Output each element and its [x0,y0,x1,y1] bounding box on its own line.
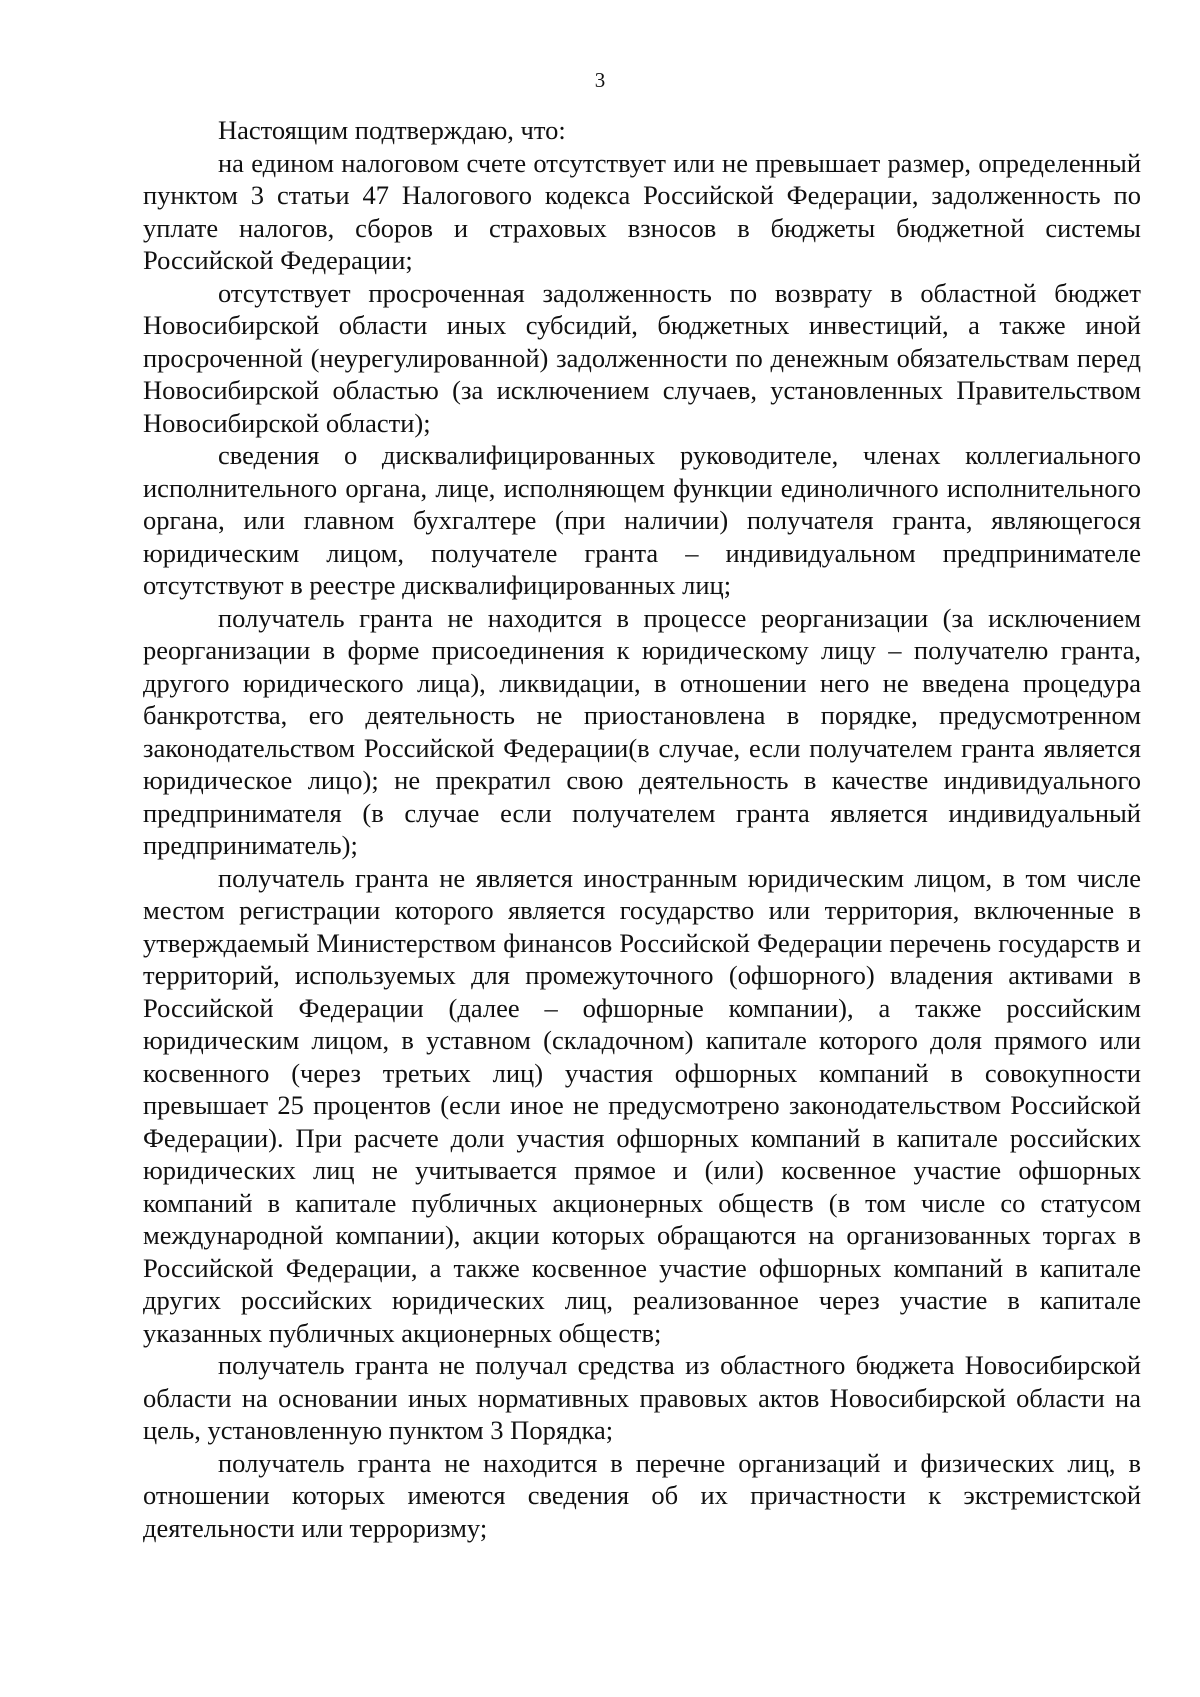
document-body [143,114,1141,1544]
paragraph-disqualified-persons: сведения о дисквалифицированных руководителе, членах коллегиального исполнительного органа, лице, исполняющем функции единоличного исполнительного органа, или главном бухгалтере (при наличии) получателя гранта, являющегося юридическим лицом, получателе гранта – индивидуальном предпринимателе отсутствуют в реестре дисквалифицированных лиц; [143,440,1141,600]
paragraph-other-funds: получатель гранта не получал средства из областного бюджета Новосибирской области на основании иных нормативных правовых актов Новосибирской области на цель, установленную пунктом 3 Порядка; [143,1350,1141,1445]
paragraph-tax-debt: на едином налоговом счете отсутствует или не превышает размер, определенный пунктом 3 статьи 47 Налогового кодекса Российской Федерации, задолженность по уплате налогов, сборов и страховых взносов в бюджеты бюджетной системы Российской Федерации; [143,147,1141,275]
page-number: 3 [594,68,606,92]
intro-paragraph: Настоящим подтверждаю, что: [218,115,566,145]
paragraph-extremism-list: получатель гранта не находится в перечне организаций и физических лиц, в отношении которых имеются сведения об их причастности к экстремистской деятельности или терроризму; [143,1447,1141,1543]
paragraph-reorganization: получатель гранта не находится в процессе реорганизации (за исключением реорганизации в форме присоединения к юридическому лицу – получателю гранта, другого юридического лица), ликвидации, в отношении него не введена процедура банкротства, его деятельность не приостановлена в порядке, предусмотренном законодательством Российской Федерации(в случае, если получателем гранта является юридическое лицо); не прекратил свою деятельность в качестве индивидуального предпринимателя (в случае если получателем гранта является индивидуальный предприниматель); [143,602,1141,860]
paragraph-overdue-debt: отсутствует просроченная задолженность по возврату в областной бюджет Новосибирской области иных субсидий, бюджетных инвестиций, а также иной просроченной (неурегулированной) задолженности по денежным обязательствам перед Новосибирской областью (за исключением случаев, установленных Правительством Новосибирской области); [143,277,1141,438]
paragraph-offshore-companies: получатель гранта не является иностранным юридическим лицом, в том числе местом регистрации которого является государство или территория, включенные в утверждаемый Министерством финансов Российской Федерации перечень государств и территорий, используемых для промежуточного (офшорного) владения активами в Российской Федерации (далее – офшорные компании), а также российским юридическим лицом, в уставном (складочном) капитале которого доля прямого или косвенного (через третьих лиц) участия офшорных компаний в совокупности превышает 25 процентов (если иное не предусмотрено законодательством Российской Федерации). При расчете доли участия офшорных компаний в капитале российских юридических лиц не учитывается прямое и (или) косвенное участие офшорных компаний в капитале публичных акционерных обществ (в том числе со статусом международной компании), акции которых обращаются на организованных торгах в Российской Федерации, а также косвенное участие офшорных компаний в капитале других российских юридических лиц, реализованное через участие в капитале указанных публичных акционерных обществ; [143,862,1141,1348]
